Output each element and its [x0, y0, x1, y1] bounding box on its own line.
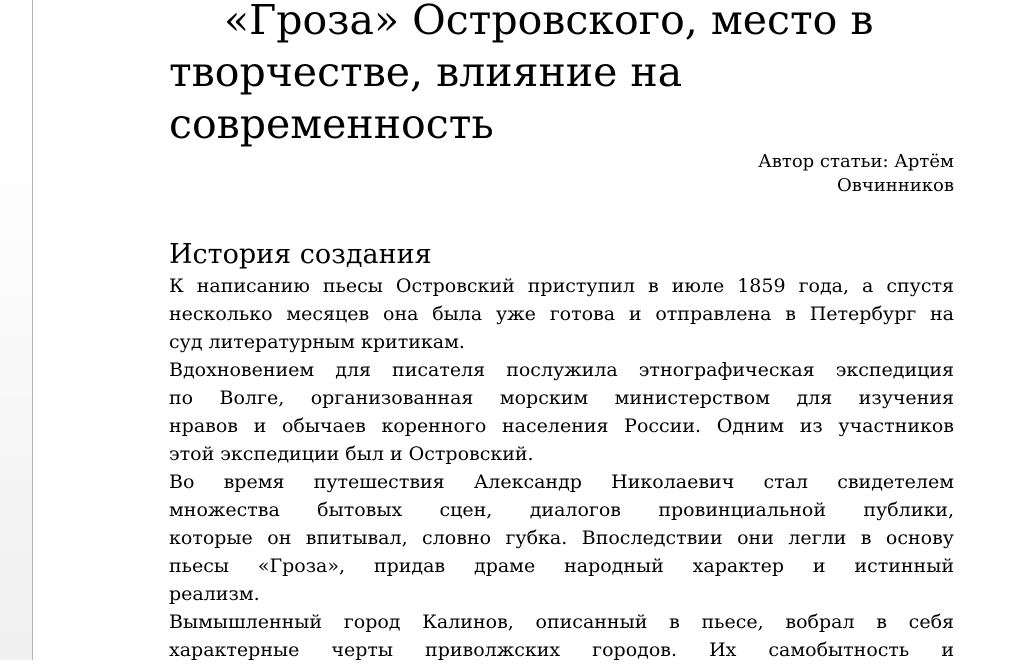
text-line: которые он впитывал, словно губка. Впоследствии они легли в основу: [169, 524, 954, 552]
text-line: Вдохновением для писателя послужила этнографическая экспедиция: [169, 356, 954, 384]
article-content: [169, 0, 954, 664]
paragraph: [169, 468, 954, 608]
text-line: суд литературным критикам.: [169, 328, 954, 356]
canvas-left-edge: [0, 0, 33, 660]
text-line: Вымышленный город Калинов, описанный в пьесе, вобрал в себя: [169, 608, 954, 636]
text-line: характерные черты приволжских городов. Их самобытность и: [169, 636, 954, 664]
article-body: [169, 272, 954, 664]
text-line: К написанию пьесы Островский приступил в июле 1859 года, а спустя: [169, 272, 954, 300]
text-line: этой экспедиции был и Островский.: [169, 440, 954, 468]
title-line: творчестве, влияние на: [169, 46, 954, 98]
paragraph: [169, 608, 954, 664]
text-line: реализм.: [169, 580, 954, 608]
title-line: современность: [169, 98, 954, 150]
text-line: по Волге, организованная морским министерством для изучения: [169, 384, 954, 412]
title-line: «Гроза» Островского, место в: [169, 0, 954, 46]
paragraph: [169, 272, 954, 356]
byline-line: Автор статьи: Артём: [169, 150, 954, 174]
section-heading: История создания: [169, 238, 954, 272]
text-line: нравов и обычаев коренного населения России. Одним из участников: [169, 412, 954, 440]
article-title: [169, 0, 954, 150]
document-page[interactable]: [34, 0, 1009, 660]
paragraph: [169, 356, 954, 468]
text-line: несколько месяцев она была уже готова и отправлена в Петербург на: [169, 300, 954, 328]
text-line: Во время путешествия Александр Николаевич стал свидетелем: [169, 468, 954, 496]
article-byline: [169, 150, 954, 198]
text-line: множества бытовых сцен, диалогов провинциальной публики,: [169, 496, 954, 524]
byline-line: Овчинников: [169, 174, 954, 198]
text-line: пьесы «Гроза», придав драме народный характер и истинный: [169, 552, 954, 580]
